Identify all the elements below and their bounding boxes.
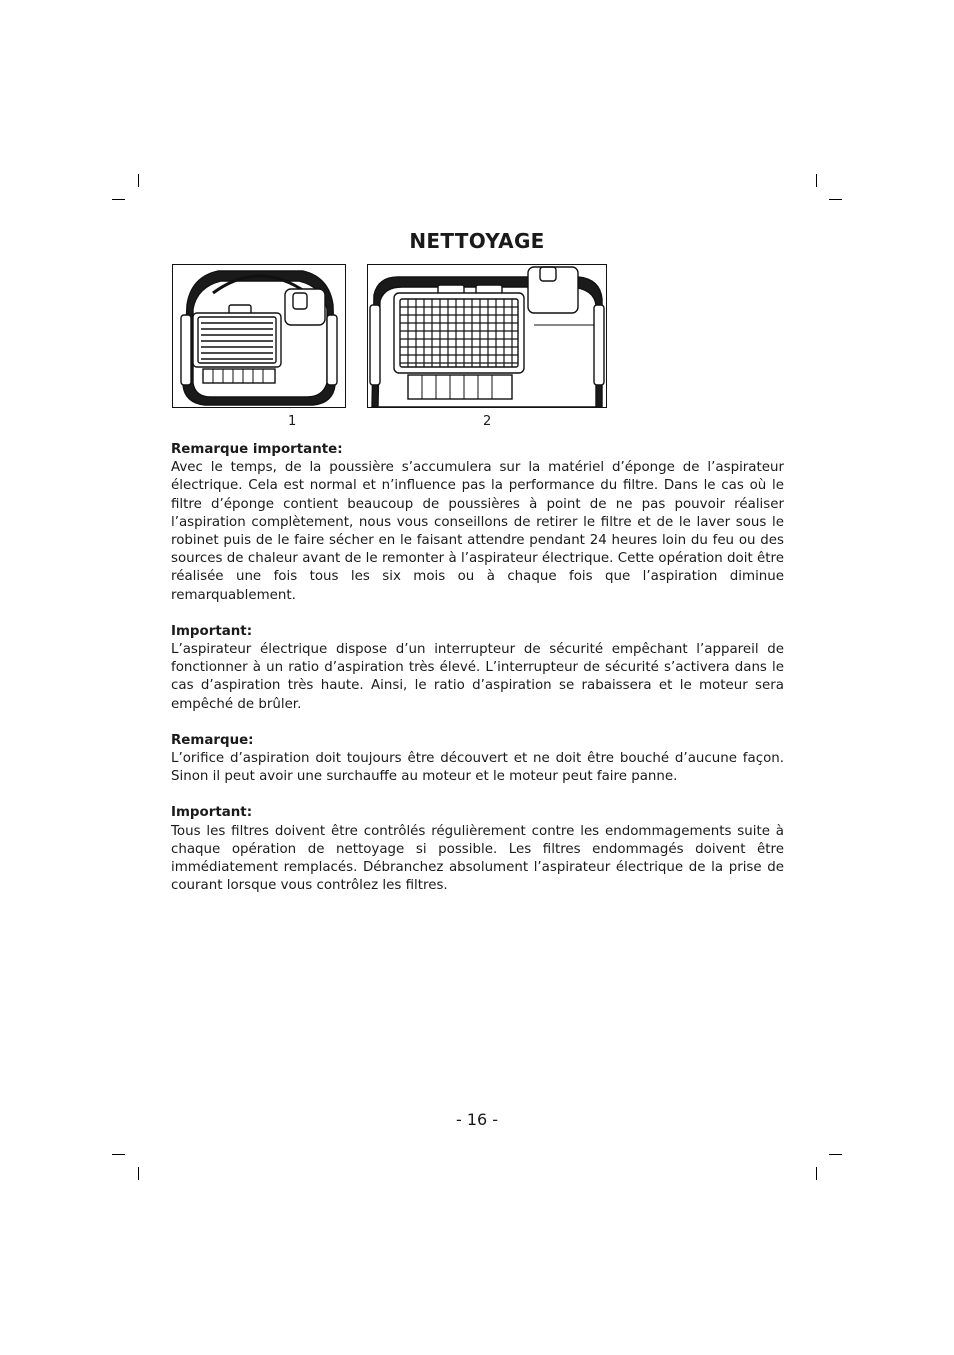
- figure-2-label: 2: [483, 414, 492, 429]
- crop-mark-top-left-h: [112, 199, 125, 200]
- figure-1-label: 1: [288, 414, 297, 429]
- section-heading: Important:: [171, 623, 253, 639]
- page-number: - 16 -: [455, 1110, 499, 1129]
- crop-mark-top-left-v: [138, 174, 139, 187]
- section-paragraph: L’orifice d’aspiration doit toujours être découvert et ne doit être bouché d’aucune façon. Sinon il peut avoir une surchauffe au moteur et le moteur peut faire panne.: [171, 751, 784, 785]
- crop-mark-top-right-h: [829, 199, 842, 200]
- crop-mark-bottom-left-v: [138, 1167, 139, 1180]
- crop-mark-bottom-right-h: [829, 1154, 842, 1155]
- crop-mark-bottom-left-h: [112, 1154, 125, 1155]
- crop-mark-bottom-right-v: [816, 1167, 817, 1180]
- figure-2-vacuum-filter-illustration: [367, 264, 607, 408]
- section-paragraph: Avec le temps, de la poussière s’accumulera sur la matériel d’éponge de l’aspirateur électrique. Cela est normal et n’influence pas la performance du filtre. Dans le cas où le filtre d’éponge contient beaucoup de poussières à point de ne pas pouvoir réaliser l’aspiration complètement, nous vous conseillons de retirer le filtre et de le laver sous le robinet puis de le faire sécher en le faisant attendre pendant 24 heures loin du feu ou des sources de chaleur avant de le remonter à l’aspirateur électrique. Cette opération doit être réalisée une fois tous les six mois ou à chaque fois que l’aspiration diminue remarquablement.: [171, 460, 784, 603]
- section-heading: Remarque importante:: [171, 442, 343, 457]
- document-body: [171, 441, 784, 895]
- section-heading: Important:: [171, 805, 253, 821]
- page-title: NETTOYAGE: [409, 229, 545, 253]
- section-paragraph: Tous les filtres doivent être contrôlés régulièrement contre les endommagements suite à chaque opération de nettoyage si possible. Les filtres endommagés doivent être immédiatement remplacés. Débranchez absolument l’aspirateur électrique de la prise de courant lorsque vous contrôlez les filtres.: [171, 823, 784, 894]
- section-paragraph: L’aspirateur électrique dispose d’un interrupteur de sécurité empêchant l’appareil de fonctionner à un ratio d’aspiration très élevé. L’interrupteur de sécurité s’activera dans le cas d’aspiration très haute. Ainsi, le ratio d’aspiration se rabaissera et le moteur sera empêché de brûler.: [171, 642, 784, 712]
- crop-mark-top-right-v: [816, 174, 817, 187]
- section-heading: Remarque:: [171, 732, 254, 748]
- figure-1-vacuum-filter-illustration: [172, 264, 346, 408]
